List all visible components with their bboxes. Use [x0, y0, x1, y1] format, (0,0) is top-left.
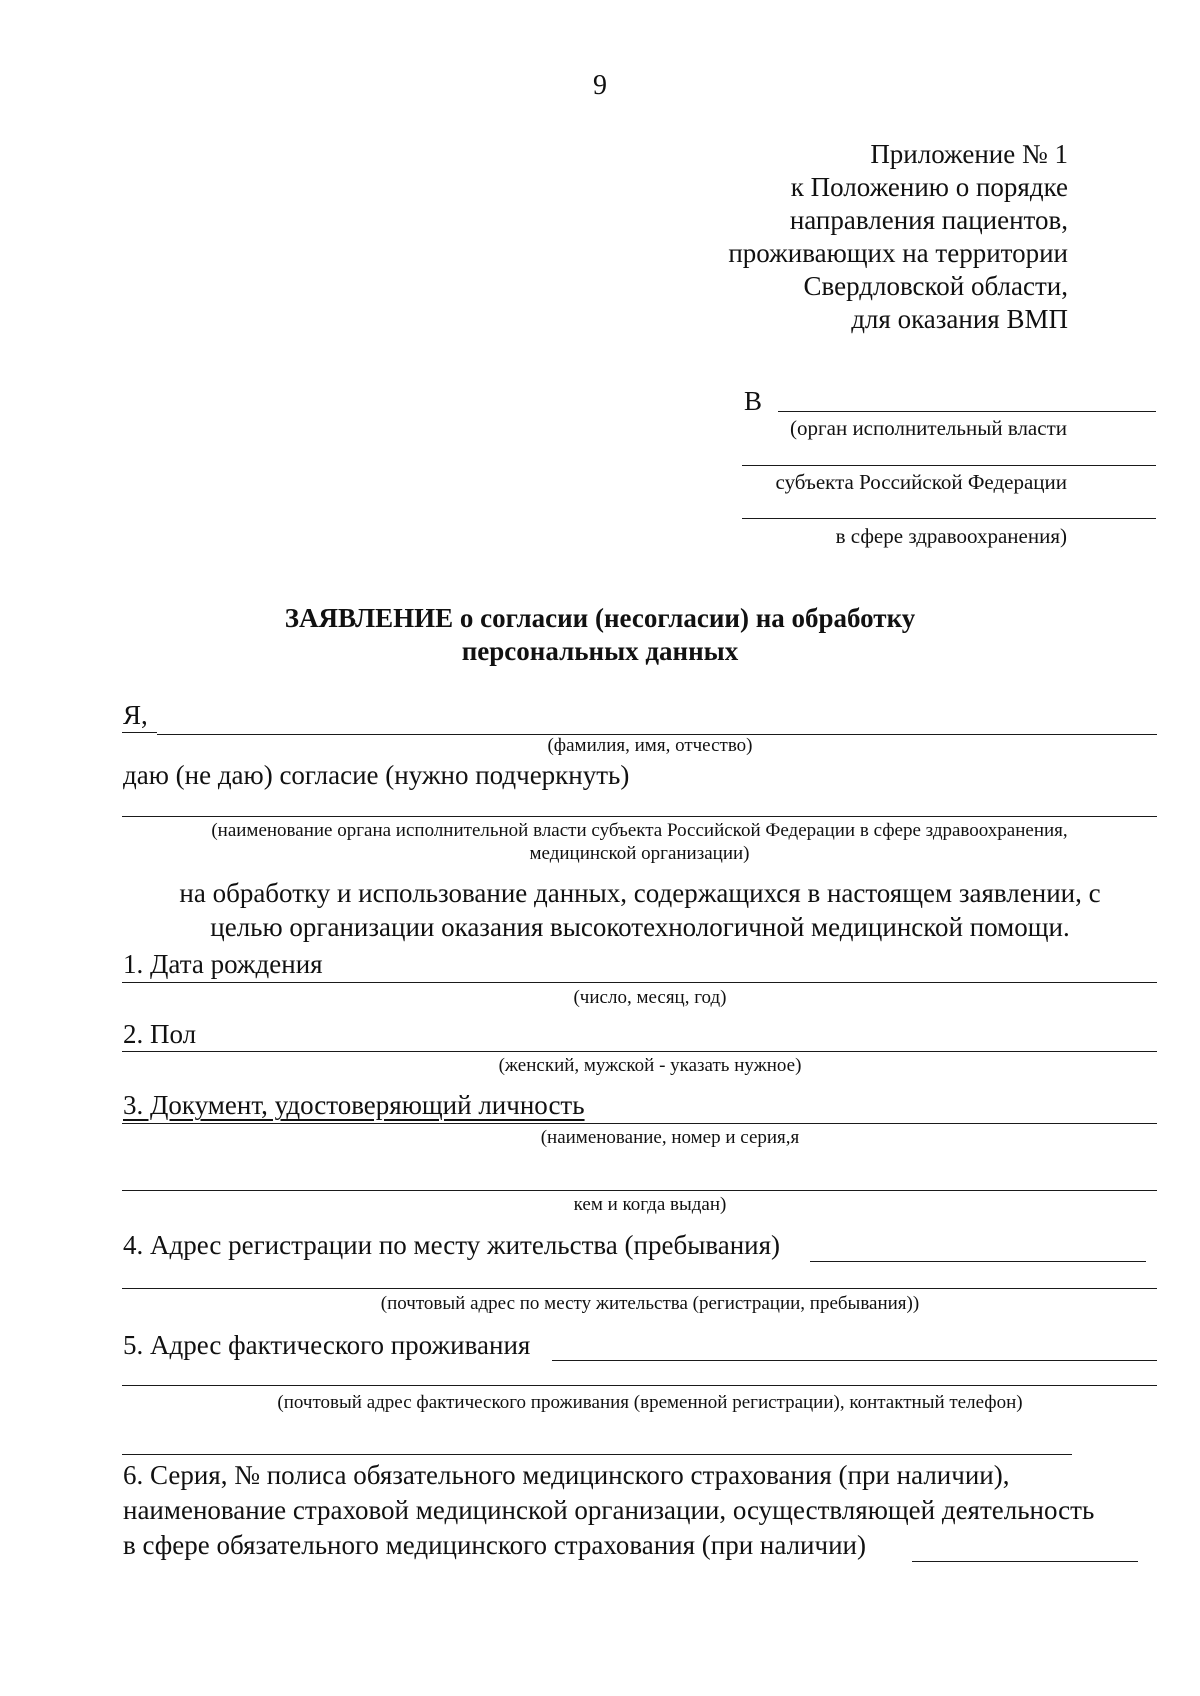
actual-address-field-line-1[interactable]: [552, 1360, 1157, 1361]
id-document-field-line[interactable]: [122, 1123, 1157, 1124]
item5-caption: (почтовый адрес фактического проживания (временной регистрации), контактный телефон): [277, 1392, 1023, 1413]
item3-label: 3. Документ, удостоверяющий личность: [123, 1090, 585, 1120]
page-number: 9: [593, 70, 607, 101]
document-title: [0, 602, 1200, 668]
item5-label: 5. Адрес фактического проживания: [123, 1330, 531, 1360]
org-field-line[interactable]: [122, 816, 1157, 817]
registration-address-field-line-2[interactable]: [122, 1288, 1157, 1289]
item2-label: 2. Пол: [123, 1019, 197, 1049]
addressee-caption-1: (орган исполнительный власти: [790, 416, 1067, 440]
org-caption-2: медицинской организации): [529, 843, 750, 864]
fio-caption: (фамилия, имя, отчество): [547, 735, 753, 756]
purpose-line-1: на обработку и использование данных, содержащихся в настоящем заявлении, с: [179, 878, 1101, 908]
id-issued-field-line[interactable]: [122, 1190, 1157, 1191]
sex-field-line[interactable]: [122, 1051, 1157, 1052]
i-label-underline: [122, 732, 157, 733]
addressee-field-line-1[interactable]: [778, 411, 1156, 412]
title-keyword: ЗАЯВЛЕНИЕ: [284, 603, 454, 633]
item4-label: 4. Адрес регистрации по месту жительства (пребывания): [123, 1230, 781, 1260]
item6-line-3: в сфере обязательного медицинского страхования (при наличии): [123, 1530, 866, 1560]
annex-line: направления пациентов,: [789, 205, 1068, 235]
item3-caption-2: кем и когда выдан): [573, 1194, 727, 1215]
i-label: Я,: [123, 700, 148, 730]
actual-address-field-line-2[interactable]: [122, 1385, 1157, 1386]
annex-line: к Положению о порядке: [790, 172, 1068, 202]
title-line2: персональных данных: [461, 636, 739, 666]
item6-line-2: наименование страховой медицинской организации, осуществляющей деятельность: [123, 1495, 1095, 1525]
annex-line: для оказания ВМП: [851, 304, 1068, 334]
annex-heading: [728, 138, 1068, 336]
registration-address-field-line-1[interactable]: [810, 1261, 1146, 1262]
item2-caption: (женский, мужской - указать нужное): [498, 1055, 802, 1076]
annex-line: Приложение № 1: [870, 139, 1068, 169]
addressee-caption-3: в сфере здравоохранения): [835, 524, 1067, 548]
addressee-caption-2: субъекта Российской Федерации: [775, 470, 1067, 494]
title-line1-rest: о согласии (несогласии) на обработку: [453, 603, 916, 633]
addressee-field-line-2[interactable]: [742, 465, 1156, 466]
insurance-field-line[interactable]: [912, 1561, 1138, 1562]
org-caption-1: (наименование органа исполнительной власти субъекта Российской Федерации в сфере здравоохранения,: [211, 820, 1068, 841]
addressee-prefix: В: [744, 386, 763, 416]
actual-address-field-line-3[interactable]: [122, 1454, 1072, 1455]
item6-line-1: 6. Серия, № полиса обязательного медицинского страхования (при наличии),: [123, 1460, 1010, 1490]
item4-caption: (почтовый адрес по месту жительства (регистрации, пребывания)): [380, 1293, 920, 1314]
addressee-field-line-3[interactable]: [742, 518, 1156, 519]
annex-line: Свердловской области,: [803, 271, 1068, 301]
item1-label: 1. Дата рождения: [123, 949, 323, 979]
purpose-line-2: целью организации оказания высокотехнологичной медицинской помощи.: [210, 912, 1070, 942]
birthdate-field-line[interactable]: [122, 982, 1157, 983]
annex-line: проживающих на территории: [728, 238, 1068, 268]
item3-caption-1: (наименование, номер и серия,я: [540, 1127, 800, 1148]
item1-caption: (число, месяц, год): [573, 987, 727, 1008]
consent-text: даю (не даю) согласие (нужно подчеркнуть): [123, 760, 630, 790]
